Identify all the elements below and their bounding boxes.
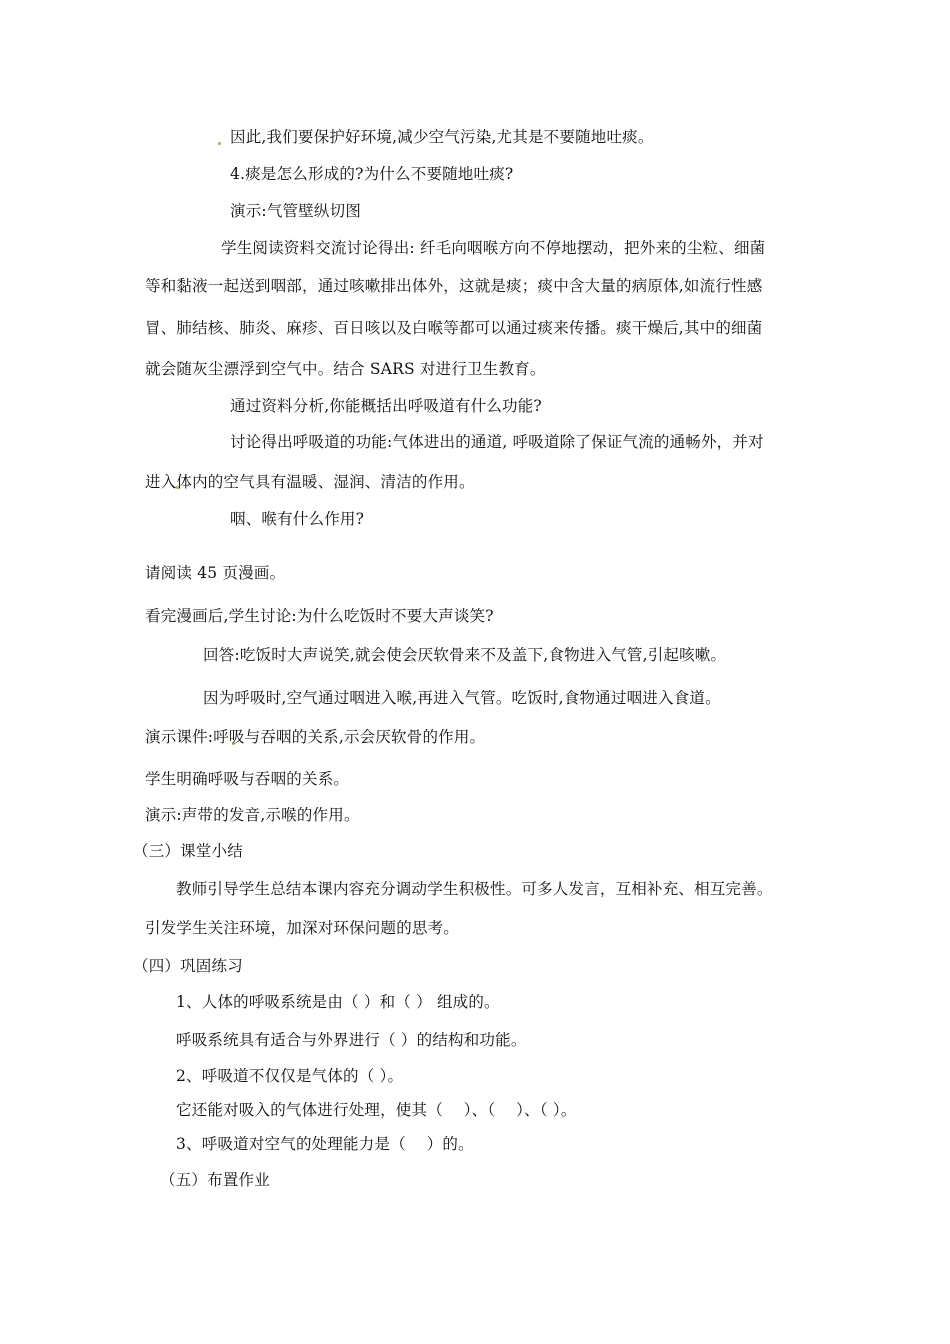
paragraph-line: 通过资料分析,你能概括出呼吸道有什么功能? — [230, 397, 542, 415]
paragraph-line: 就会随灰尘漂浮到空气中。结合 SARS 对进行卫生教育。 — [145, 360, 546, 378]
paragraph-line: 演示:气管壁纵切图 — [230, 202, 362, 220]
paragraph-line: 回答:吃饭时大声说笑,就会使会厌软骨来不及盖下,食物进入气管,引起咳嗽。 — [203, 646, 727, 664]
question-heading: 4.痰是怎么形成的?为什么不要随地吐痰? — [230, 165, 514, 183]
paragraph-line: 演示:声带的发音,示喉的作用。 — [145, 806, 360, 824]
paragraph-line: 看完漫画后,学生讨论:为什么吃饭时不要大声谈笑? — [145, 607, 494, 625]
exercise-item: 呼吸系统具有适合与外界进行（ ）的结构和功能。 — [176, 1031, 527, 1049]
speck-mark — [218, 142, 221, 145]
paragraph-line: 讨论得出呼吸道的功能:气体进出的通道, 呼吸道除了保证气流的通畅外，并对 — [230, 433, 764, 451]
section-heading: （五）布置作业 — [160, 1171, 270, 1189]
paragraph-line: 咽、喉有什么作用? — [230, 510, 365, 528]
paragraph-line: 引发学生关注环境，加深对环保问题的思考。 — [145, 919, 460, 937]
paragraph-line: 教师引导学生总结本课内容充分调动学生积极性。可多人发言，互相补充、相互完善。 — [176, 880, 773, 898]
paragraph-line: 学生明确呼吸与吞咽的关系。 — [145, 770, 350, 788]
exercise-item: 2、呼吸道不仅仅是气体的（ ）。 — [176, 1067, 404, 1085]
exercise-item: 它还能对吸入的气体进行处理，使其（ ）、（ ）、（ ）。 — [176, 1101, 577, 1119]
paragraph-line: 演示课件:呼吸与吞咽的关系,示会厌软骨的作用。 — [145, 728, 486, 746]
paragraph-line: 请阅读 45 页漫画。 — [145, 564, 286, 582]
paragraph-line: 冒、肺结核、肺炎、麻疹、百日咳以及白喉等都可以通过痰来传播。痰干燥后,其中的细菌 — [145, 319, 763, 337]
paragraph-line: 进入体内的空气具有温暖、湿润、清洁的作用。 — [145, 473, 475, 491]
paragraph-line: 因为呼吸时,空气通过咽进入喉,再进入气管。吃饭时,食物通过咽进入食道。 — [203, 689, 721, 707]
section-heading: （三）课堂小结 — [133, 842, 243, 860]
paragraph-line: 因此,我们要保护好环境,减少空气污染,尤其是不要随地吐痰。 — [230, 128, 654, 146]
section-heading: （四）巩固练习 — [133, 957, 243, 975]
exercise-item: 3、呼吸道对空气的处理能力是（ ）的。 — [176, 1135, 474, 1153]
paragraph-line: 学生阅读资料交流讨论得出: 纤毛向咽喉方向不停地摆动，把外来的尘粒、细菌 — [221, 239, 766, 257]
exercise-item: 1、人体的呼吸系统是由（ ）和（ ） 组成的。 — [176, 993, 500, 1011]
paragraph-line: 等和黏液一起送到咽部，通过咳嗽排出体外，这就是痰；痰中含大量的病原体,如流行性感 — [145, 277, 763, 295]
